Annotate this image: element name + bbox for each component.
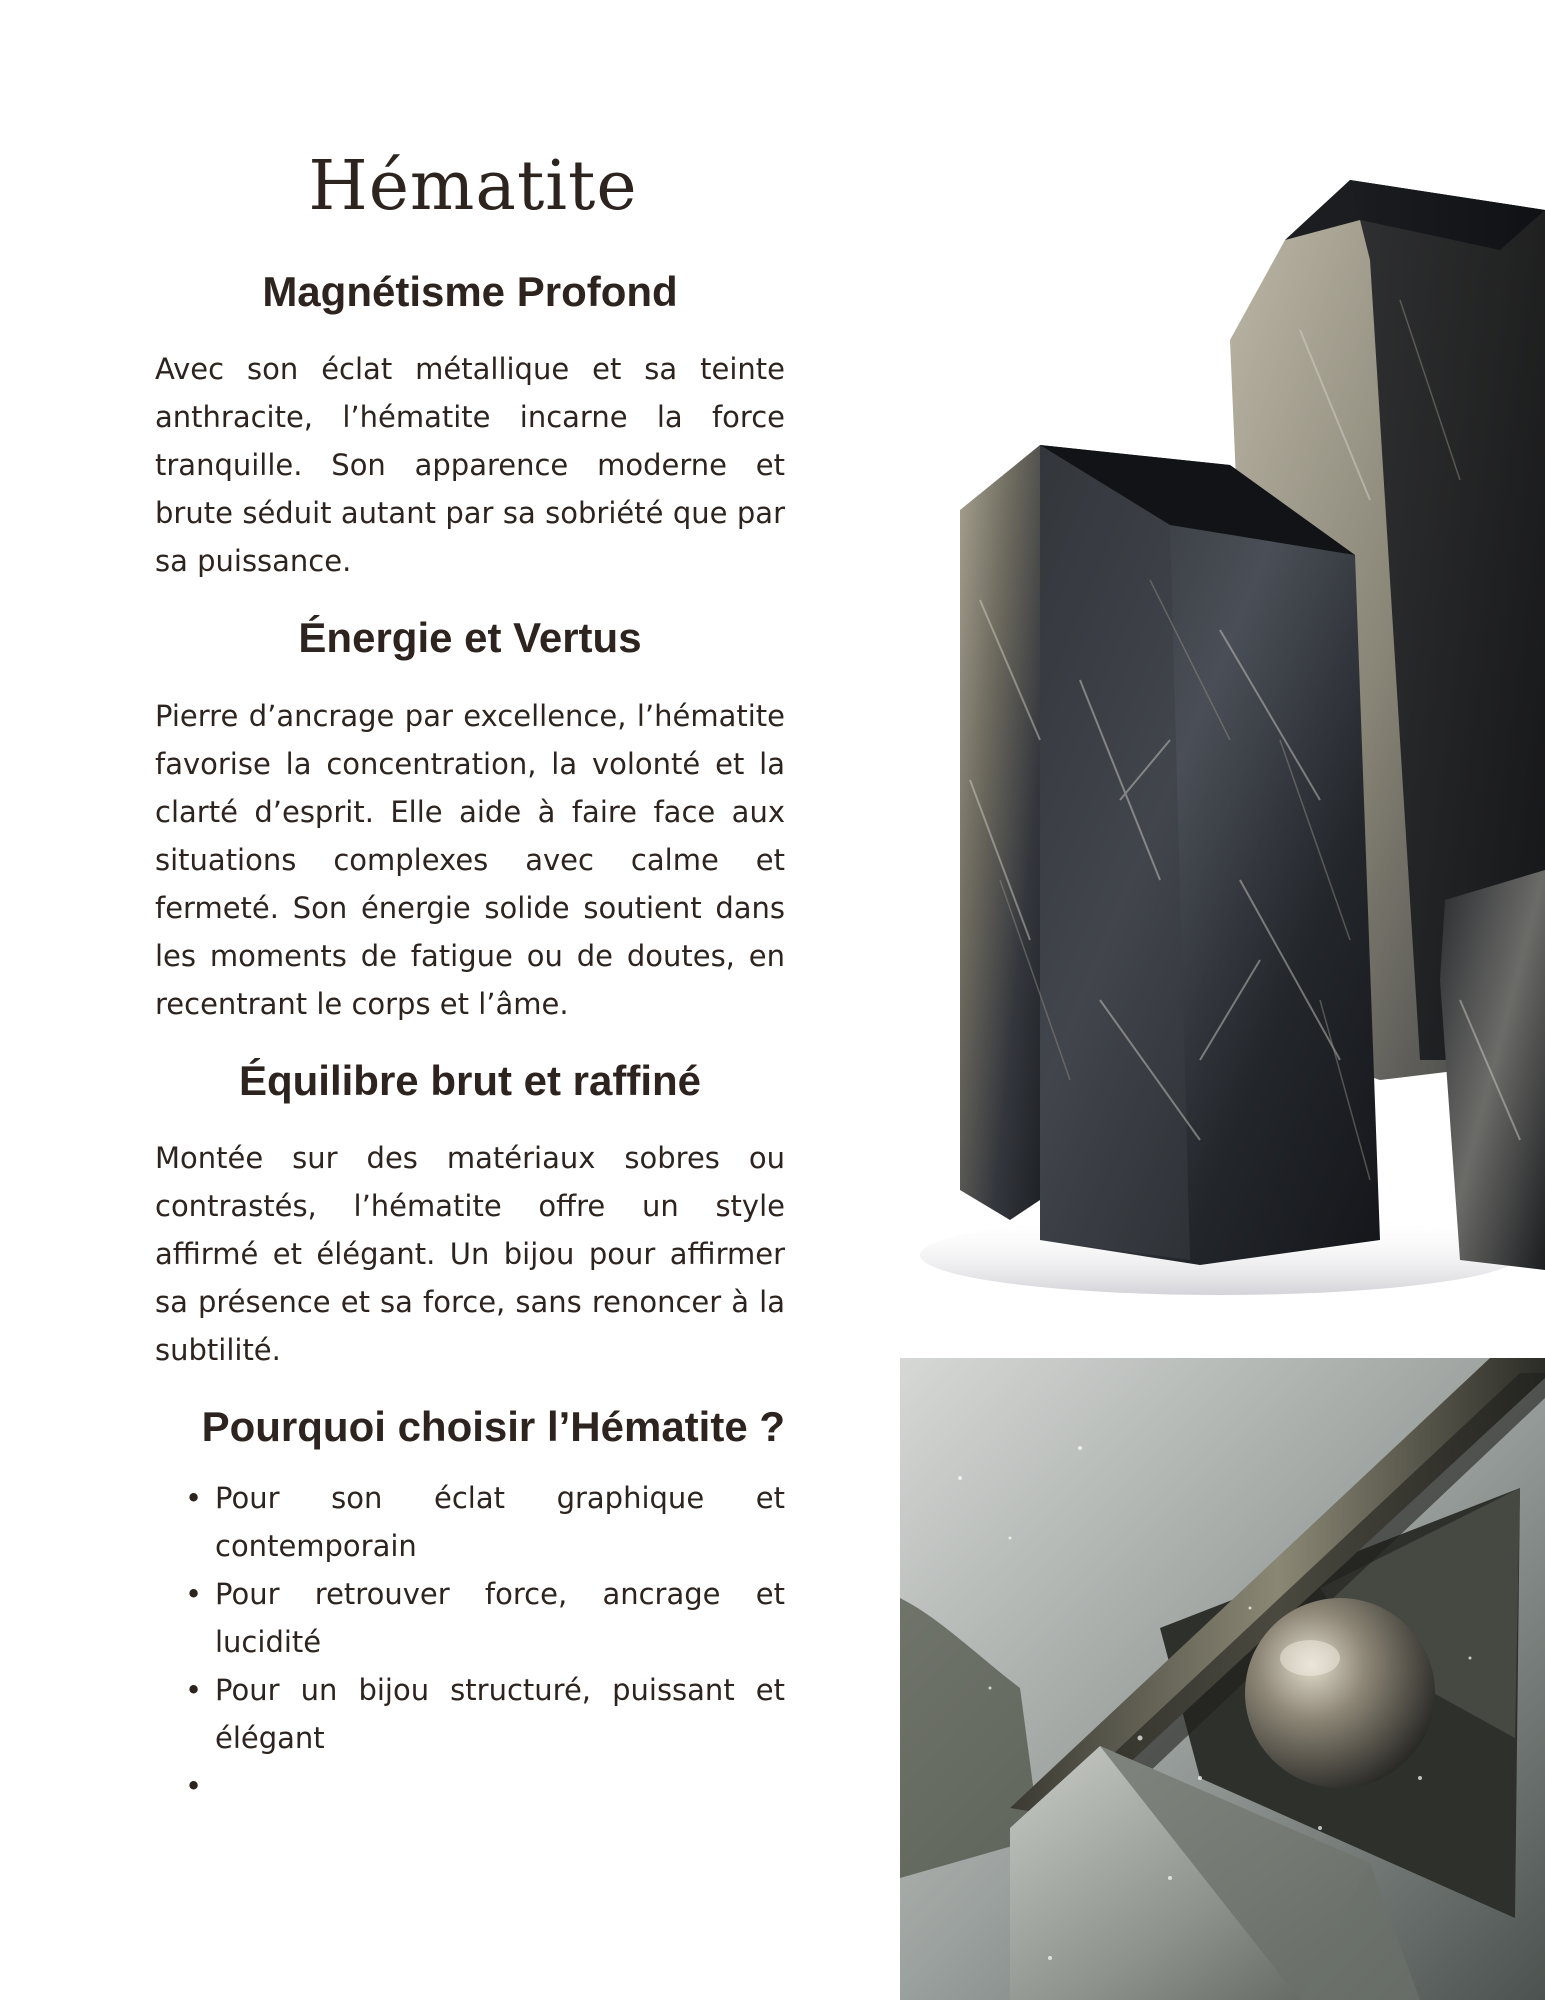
- list-item-text: Pour un bijou structuré, puissant et élégant: [215, 1673, 785, 1756]
- section-heading-energie: Énergie et Vertus: [298, 614, 642, 662]
- list-item-text: Pour son éclat graphique et contemporain: [215, 1481, 785, 1564]
- bullet-icon: •: [185, 1769, 203, 1804]
- list-item: [185, 1474, 785, 1570]
- section-heading-magnetisme: Magnétisme Profond: [262, 267, 678, 315]
- list-item-text: Pour retrouver force, ancrage et lucidité: [215, 1577, 785, 1660]
- section-text-equilibre: Montée sur des matériaux sobres ou contrastés, l’hématite offre un style affirmé et élégant. Un bijou pour affirmer sa présence et sa force, sans renoncer à la subtilité.: [155, 1140, 785, 1367]
- list-item: [185, 1570, 785, 1666]
- list-item: [185, 1762, 785, 1810]
- text-column: [155, 147, 785, 1810]
- abstract-metal-sculpture-image: [900, 1358, 1545, 2000]
- reasons-list: [155, 1474, 785, 1810]
- section-heading-pourquoi: Pourquoi choisir l’Hématite ?: [201, 1402, 785, 1450]
- page-title: Hématite: [308, 147, 638, 226]
- section-heading-equilibre: Équilibre brut et raffiné: [238, 1056, 702, 1104]
- section-text-energie: Pierre d’ancrage par excellence, l’hématite favorise la concentration, la volonté et la clarté d’esprit. Elle aide à faire face aux situations complexes avec calme et fermeté. Son énergie solide soutient dans les moments de fatigue ou de doutes, en recentrant le corps et l’âme.: [155, 698, 785, 1021]
- crystal-columns-image: [900, 180, 1545, 1315]
- section-text-magnetisme: Avec son éclat métallique et sa teinte anthracite, l’hématite incarne la force tranquille. Son apparence moderne et brute séduit autant par sa sobriété que par sa puissance.: [155, 352, 785, 579]
- bullet-icon: •: [185, 1481, 203, 1516]
- bullet-icon: •: [185, 1673, 203, 1708]
- bullet-icon: •: [185, 1577, 203, 1612]
- list-item: [185, 1666, 785, 1762]
